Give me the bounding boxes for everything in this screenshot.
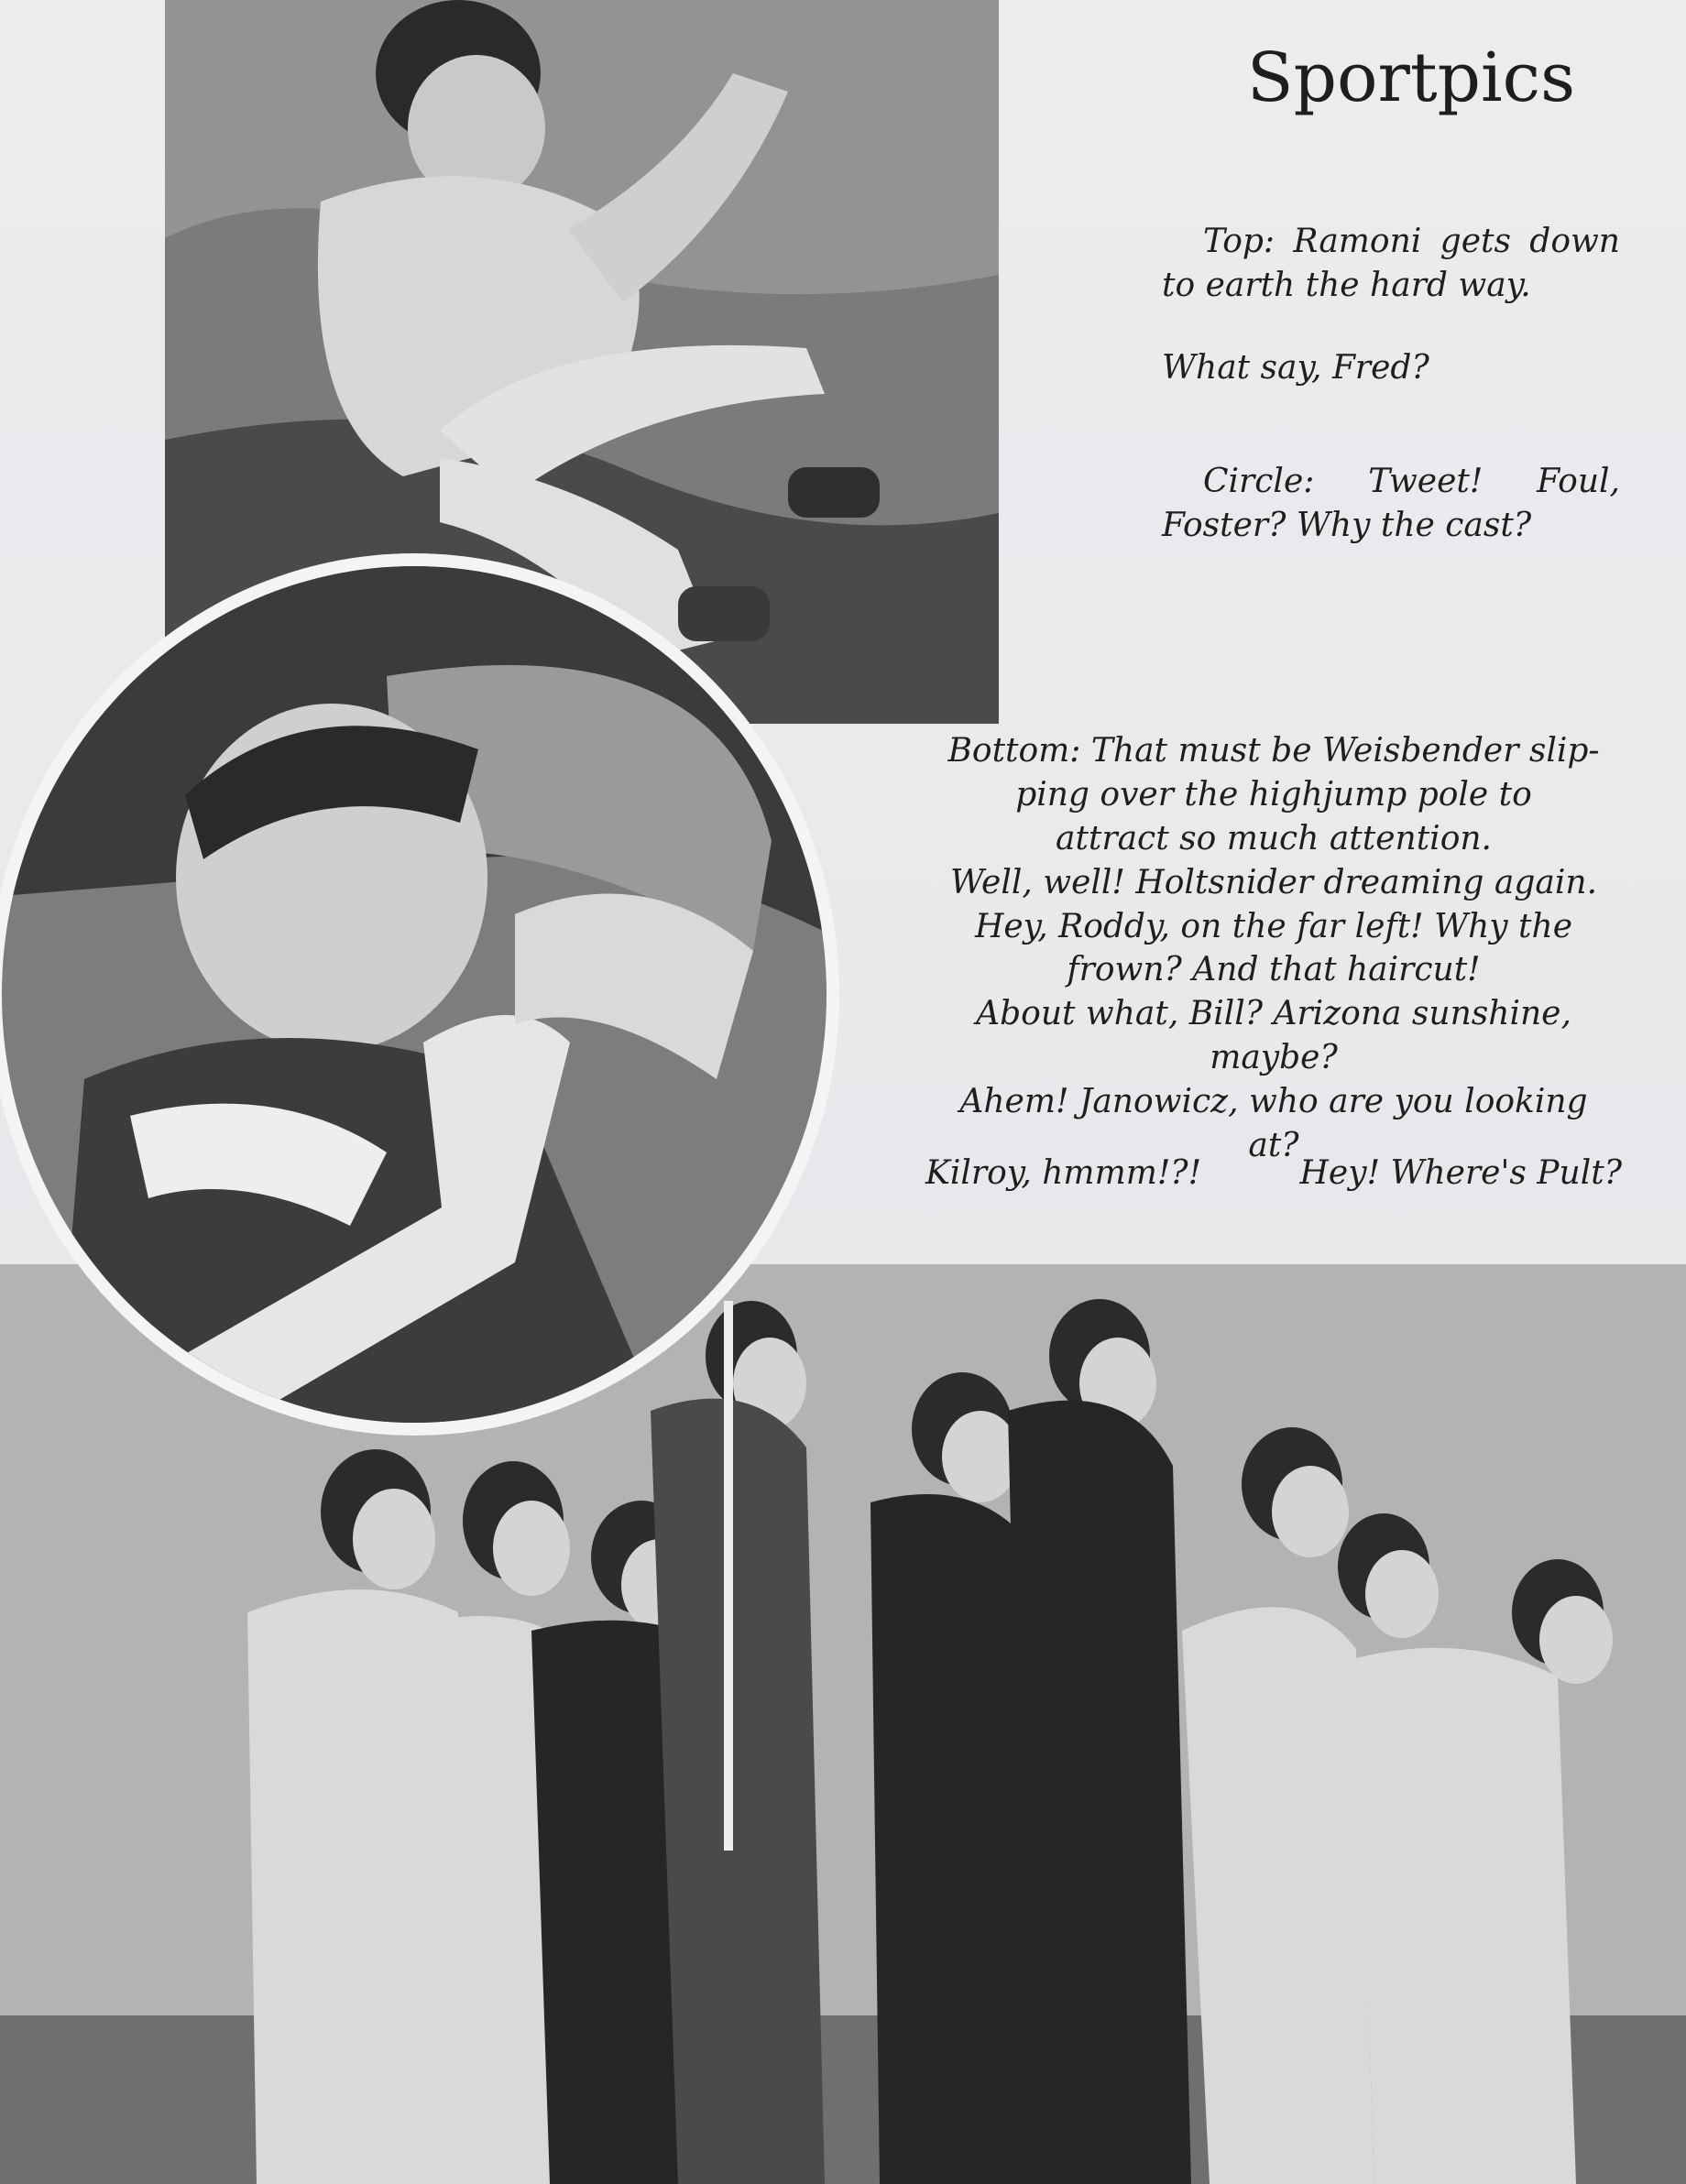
circle-photo-foster <box>2 566 827 1423</box>
bottom-group-photo <box>0 1264 1686 2184</box>
caption-pult: Hey! Where's Pult? <box>1299 1154 1622 1192</box>
caption-bottom <box>925 729 1622 1168</box>
caption-bottom-line: at? <box>1248 1126 1299 1164</box>
caption-bottom-line: Hey, Roddy, on the far left! Why the <box>974 907 1573 945</box>
caption-final-row <box>925 1154 1622 1192</box>
caption-top: Top: Ramoni gets down to earth the hard way. <box>1162 223 1620 304</box>
caption-bottom-line: maybe? <box>1210 1039 1338 1077</box>
caption-kilroy: Kilroy, hmmm!?! <box>925 1154 1202 1192</box>
caption-bottom-line: frown? And that haircut! <box>1067 951 1481 989</box>
caption-bottom-line: attract so much attention. <box>1055 819 1492 857</box>
caption-bottom-line: Bottom: That must be Weisbender slip- <box>947 732 1600 770</box>
page-title: Sportpics <box>1246 38 1576 117</box>
caption-bottom-line: About what, Bill? Arizona sunshine, <box>976 995 1571 1033</box>
caption-bottom-line: Well, well! Holtsnider dreaming again. <box>949 863 1598 901</box>
caption-bottom-line: Ahem! Janowicz, who are you looking <box>959 1083 1588 1120</box>
caption-circle: Circle: Tweet! Foul, Foster? Why the cast? <box>1162 463 1620 544</box>
caption-fred: What say, Fred? <box>1162 349 1429 387</box>
caption-bottom-line: ping over the highjump pole to <box>1015 775 1532 814</box>
